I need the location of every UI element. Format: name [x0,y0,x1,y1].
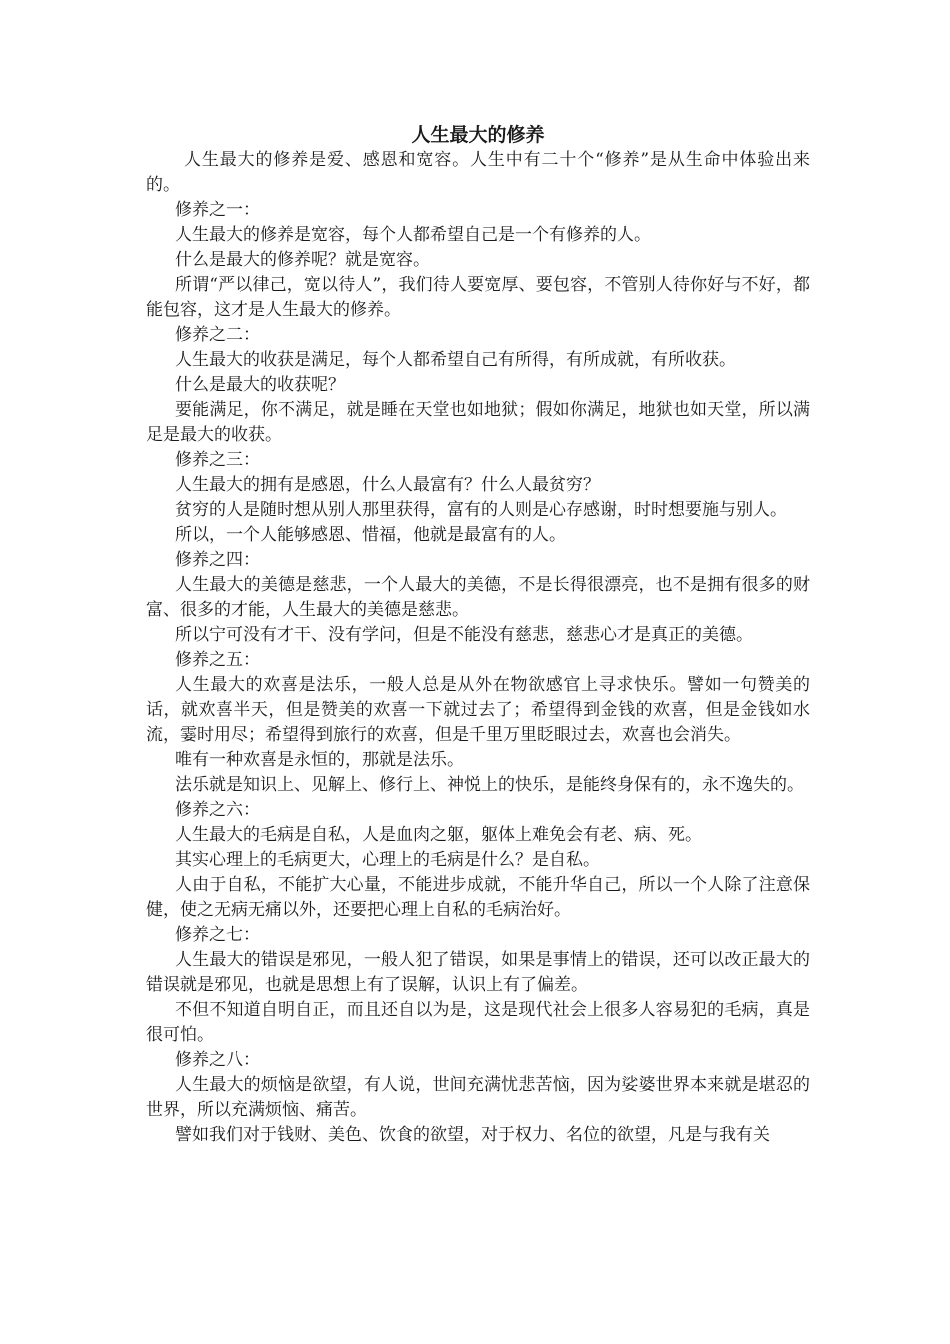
section-heading-1: 修养之一： [175,200,260,220]
paragraph: 人生最大的拥有是感恩，什么人最富有？什么人最贫穷？ [175,475,600,495]
paragraph: 什么是最大的修养呢？就是宽容。 [175,250,430,270]
paragraph: 什么是最大的收获呢？ [175,375,345,395]
paragraph: 人生最大的欢喜是法乐，一般人总是从外在物欲感官上寻求快乐。譬如一句赞美的话，就欢喜半天，但是赞美的欢喜一下就过去了；希望得到金钱的欢喜，但是金钱如水流，霎时用尽；希望得到旅行的欢喜，但是千里万里眨眼过去，欢喜也会消失。 [146,675,810,745]
paragraph-intro: 人生最大的修养是爱、感恩和宽容。人生中有二十个“修养”是从生命中体验出来的。 [146,150,810,195]
section-heading-8: 修养之八： [175,1050,260,1070]
section-heading-7: 修养之七： [175,925,260,945]
section-heading-4: 修养之四： [175,550,260,570]
paragraph: 人生最大的修养是宽容，每个人都希望自己是一个有修养的人。 [175,225,651,245]
paragraph: 人生最大的毛病是自私，人是血肉之躯，躯体上难免会有老、病、死。 [175,825,702,845]
paragraph: 所谓“严以律己，宽以待人”，我们待人要宽厚、要包容，不管别人待你好与不好，都能包容，这才是人生最大的修养。 [146,275,810,320]
paragraph: 所以宁可没有才干、没有学问，但是不能没有慈悲，慈悲心才是真正的美德。 [175,625,753,645]
section-heading-2: 修养之二： [175,325,260,345]
paragraph: 譬如我们对于钱财、美色、饮食的欲望，对于权力、名位的欲望，凡是与我有关 [175,1125,770,1145]
paragraph: 人生最大的烦恼是欲望，有人说，世间充满忧悲苦恼，因为娑婆世界本来就是堪忍的世界，所以充满烦恼、痛苦。 [146,1075,810,1120]
section-heading-3: 修养之三： [175,450,260,470]
document-title: 人生最大的修养 [411,124,545,146]
section-heading-6: 修养之六： [175,800,260,820]
paragraph: 人生最大的错误是邪见，一般人犯了错误，如果是事情上的错误，还可以改正最大的错误就是邪见，也就是思想上有了误解，认识上有了偏差。 [146,950,810,995]
paragraph: 人生最大的收获是满足，每个人都希望自己有所得，有所成就，有所收获。 [175,350,736,370]
paragraph: 其实心理上的毛病更大，心理上的毛病是什么？是自私。 [175,850,600,870]
paragraph: 唯有一种欢喜是永恒的，那就是法乐。 [175,750,464,770]
paragraph: 人生最大的美德是慈悲，一个人最大的美德，不是长得很漂亮，也不是拥有很多的财富、很多的才能，人生最大的美德是慈悲。 [146,575,810,620]
paragraph: 法乐就是知识上、见解上、修行上、神悦上的快乐，是能终身保有的，永不逸失的。 [175,775,804,795]
paragraph: 不但不知道自明自正，而且还自以为是，这是现代社会上很多人容易犯的毛病，真是很可怕。 [146,1000,810,1045]
paragraph: 人由于自私，不能扩大心量，不能进步成就，不能升华自己，所以一个人除了注意保健，使之无病无痛以外，还要把心理上自私的毛病治好。 [146,875,810,920]
section-heading-5: 修养之五： [175,650,260,670]
paragraph: 所以，一个人能够感恩、惜福，他就是最富有的人。 [175,525,566,545]
paragraph: 要能满足，你不满足，就是睡在天堂也如地狱；假如你满足，地狱也如天堂，所以满足是最大的收获。 [146,400,810,445]
paragraph: 贫穷的人是随时想从别人那里获得，富有的人则是心存感谢，时时想要施与别人。 [175,500,787,520]
document-body [146,122,810,1148]
